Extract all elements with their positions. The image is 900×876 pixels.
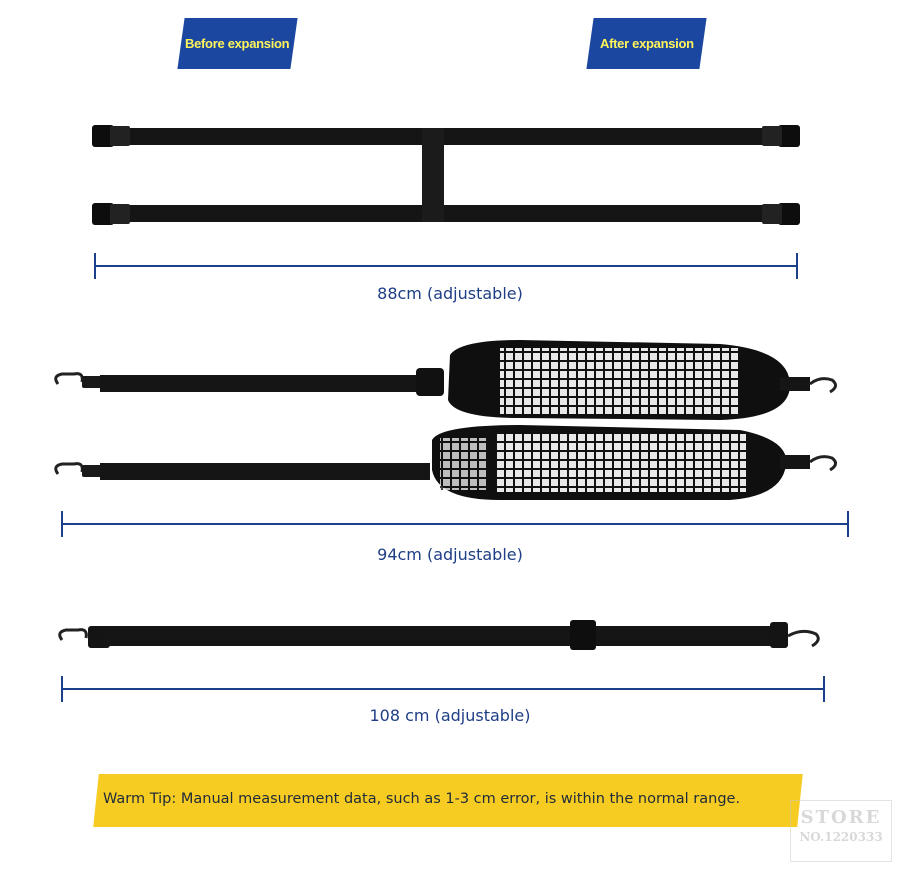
after-expansion-text: After expansion (599, 36, 694, 51)
watermark-line1: STORE (800, 807, 882, 828)
h-strap-image (92, 125, 800, 225)
before-expansion-text: Before expansion (185, 36, 290, 51)
padded-strap-image (56, 340, 836, 500)
warm-tip-text: Warm Tip: Manual measurement data, such as 1-3 cm error, is within the normal range. (103, 791, 741, 807)
single-strap-image (60, 620, 819, 650)
measure-label-108: 108 cm (adjustable) (369, 706, 531, 725)
watermark-line2: NO.1220333 (799, 830, 883, 844)
measure-label-88: 88cm (adjustable) (377, 284, 523, 303)
store-watermark (790, 800, 892, 862)
measure-label-94: 94cm (adjustable) (377, 545, 523, 564)
